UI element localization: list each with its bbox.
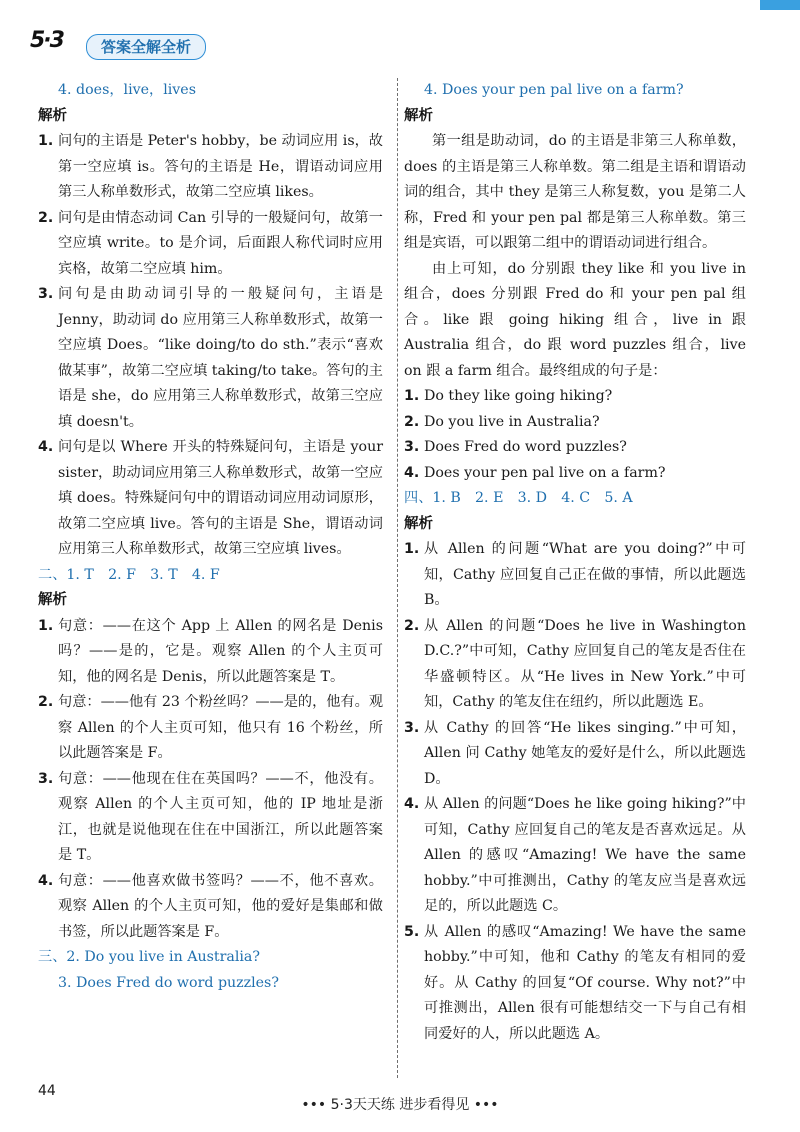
sentence-item: 3. Does Fred do word puzzles? (404, 439, 627, 455)
sentence-item: 2. Do you live in Australia? (404, 413, 600, 430)
right-column (404, 78, 746, 1047)
answer-line: 4. Does your pen pal live on a farm? (424, 82, 684, 98)
analysis-item: 4. 问句是以 Where 开头的特殊疑问句，主语是 your sister，助动词应用第三人称单数形式，故第一空应填 does。特殊疑问句中的谓语动词应用动词原形，故第二空应填 live。答句的主语是 She，谓语动词应用第三人称单数形式，故第三空应填 lives。 (38, 439, 383, 557)
analysis-item: 3. 问句是由助动词引导的一般疑问句，主语是 Jenny，助动词 do 应用第三人称单数形式，故第一空应填 Does。“like doing/to do sth.”表示“喜欢做某事”，故第二空应填 taking/to take。答句的主语是 she，do 应用第三人称单数形式，故第三空应填 doesn't。 (38, 286, 383, 430)
analysis-paragraph: 第一组是助动词，do 的主语是非第三人称单数，does 的主语是第三人称单数。第二组是主语和谓语动词的组合，其中 they 是第三人称复数，you 是第二人称，Fred 和 your pen pal 都是第三人称单数。第三组是宾语，可以跟第二组中的谓语动词进行组合。 (404, 133, 746, 251)
answer-line: 3. Does Fred do word puzzles? (58, 974, 279, 991)
analysis-item: 4. 句意：——他喜欢做书签吗？——不，他不喜欢。观察 Allen 的个人主页可知，他的爱好是集邮和做书签，所以此题答案是 F。 (38, 872, 383, 940)
analysis-item: 5. 从 Allen 的感叹“Amazing! We have the same hobby.”中可知，他和 Cathy 的笔友有相同的爱好。从 Cathy 的回复“Of course. Why not?”中可推测出，Allen 很有可能想结交一下与自己有相同爱好的人，所以此题选 A。 (404, 923, 746, 1042)
answer-line: 4. does，live，lives (58, 82, 196, 98)
analysis-item: 2. 问句是由情态动词 Can 引导的一般疑问句，故第一空应填 write。to 是介词，后面跟人称代词时应用宾格，故第二空应填 him。 (38, 209, 383, 277)
left-column (38, 78, 383, 996)
section-answers: 三、2. Do you live in Australia? (38, 949, 260, 965)
page-number: 44 (38, 1083, 56, 1099)
column-divider (397, 78, 398, 1078)
sentence-item: 4. Does your pen pal live on a farm? (404, 464, 666, 481)
sentence-item: 1. Do they like going hiking? (404, 388, 613, 404)
analysis-item: 4. 从 Allen 的问题“Does he like going hiking?”中可知，Cathy 应回复自己的笔友是否喜欢远足。从 Allen 的感叹“Amazing! We have the same hobby.”中可推测出，Cathy 的笔友应当是喜欢远足的，所以此题选 C。 (404, 796, 746, 914)
analysis-paragraph: 由上可知，do 分别跟 they like 和 you live in 组合，does 分别跟 Fred do 和 your pen pal 组合。like 跟 going hiking 组合，live in 跟 Australia 组合，do 跟 word puzzles 组合，live on 跟 a farm 组合。最终组成的句子是： (404, 260, 746, 379)
section-answers: 二、1. T 2. F 3. T 4. F (38, 566, 220, 583)
analysis-item: 1. 句意：——在这个 App 上 Allen 的网名是 Denis 吗？——是的，它是。观察 Allen 的个人主页可知，他的网名是 Denis，所以此题答案是 T。 (38, 617, 383, 685)
analysis-heading: 解析 (38, 107, 67, 124)
analysis-item: 2. 从 Allen 的问题“Does he live in Washington D.C.?”中可知，Cathy 应回复自己的笔友是否住在华盛顿特区。从“He lives in New York.”中可知，Cathy 的笔友住在纽约，所以此题选 E。 (404, 617, 746, 710)
analysis-item: 1. 问句的主语是 Peter's hobby，be 动词应用 is，故第一空应填 is。答句的主语是 He，谓语动词应用第三人称单数形式，故第二空应填 likes。 (38, 133, 383, 200)
logo: 5·3 (30, 28, 63, 53)
analysis-item: 1. 从 Allen 的问题“What are you doing?”中可知，Cathy 应回复自己正在做的事情，所以此题选 B。 (404, 541, 746, 608)
analysis-heading: 解析 (404, 107, 433, 124)
corner-tab (760, 0, 800, 10)
analysis-item: 3. 从 Cathy 的回答“He likes singing.”中可知，Allen 问 Cathy 她笔友的爱好是什么，所以此题选 D。 (404, 719, 746, 787)
analysis-item: 3. 句意：——他现在住在英国吗？——不，他没有。观察 Allen 的个人主页可知，他的 IP 地址是浙江，也就是说他现在住在中国浙江，所以此题答案是 T。 (38, 770, 383, 863)
analysis-heading: 解析 (38, 592, 67, 608)
section-answers: 四、1. B 2. E 3. D 4. C 5. A (404, 490, 633, 506)
analysis-heading: 解析 (404, 515, 433, 532)
analysis-item: 2. 句意：——他有 23 个粉丝吗？——是的，他有。观察 Allen 的个人主页可知，他只有 16 个粉丝，所以此题答案是 F。 (38, 694, 384, 761)
footer-slogan: ••• 5·3天天练 进步看得见 ••• (301, 1097, 499, 1113)
brand-badge: 答案全解全析 (86, 34, 206, 60)
